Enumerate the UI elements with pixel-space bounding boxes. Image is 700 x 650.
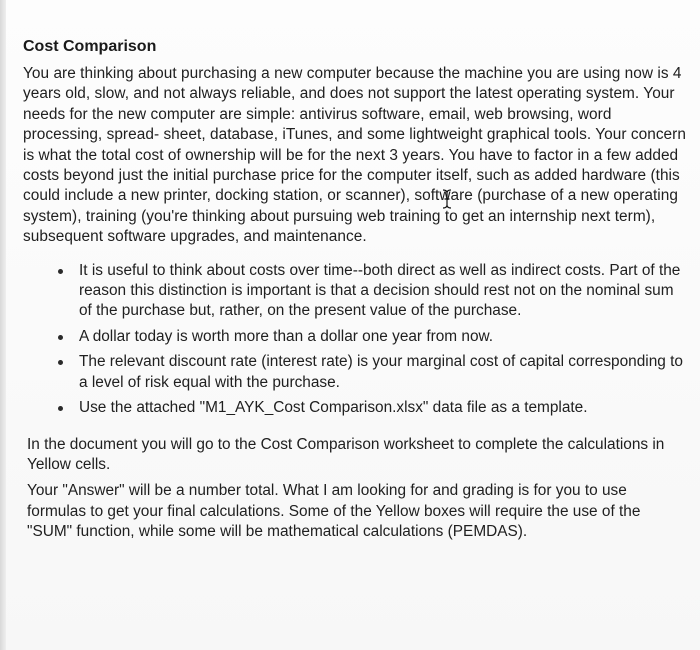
page-edge-shadow xyxy=(0,0,6,650)
bullet-dot-icon xyxy=(58,269,63,274)
bullet-list xyxy=(23,261,688,419)
bullet-text: The relevant discount rate (interest rate) is your marginal cost of capital corresponding to a level of risk equal with the purchase. xyxy=(79,353,683,391)
bullet-text: A dollar today is worth more than a dollar one year from now. xyxy=(79,327,494,345)
bullet-text: Use the attached "M1_AYK_Cost Comparison.xlsx" data file as a template. xyxy=(79,399,588,417)
bullet-dot-icon xyxy=(58,360,63,365)
intro-paragraph: You are thinking about purchasing a new computer because the machine you are using now is 4 years old, slow, and not always reliable, and does not support the latest operating system. Your needs for the new computer are simple: antivirus software, email, web browsing, word processing, spread- sheet, database, iTunes, and some lightweight graphical tools. Your concern is what the total cost of ownership will be for the next 3 years. You have to factor in a few added costs beyond just the initial purchase price for the computer itself, such as added hardware (this could include a new printer, docking station, or scanner), software (purchase of a new operating system), training (you're thinking about pursuing web training to get an internship next term), subsequent software upgrades, and maintenance. xyxy=(23,65,686,246)
bullet-item xyxy=(58,398,688,418)
answer-paragraph: Your "Answer" will be a number total. What I am looking for and grading is for you to use formulas to get your final calculations. Some of the Yellow boxes will require the use of the "SUM" function, while some will be mathematical calculations (PEMDAS). xyxy=(27,482,641,541)
instructions-paragraph: In the document you will go to the Cost Comparison worksheet to complete the calculations in Yellow cells. xyxy=(27,435,665,473)
bullet-text: It is useful to think about costs over time--both direct as well as indirect costs. Part of the reason this distinction is important is that a decision should rest not on the nominal sum of the purchase but, rather, on the present value of the purchase. xyxy=(79,261,681,320)
text-cursor-icon xyxy=(442,189,452,209)
bullet-dot-icon xyxy=(58,335,63,340)
bullet-item xyxy=(58,261,688,322)
document-title: Cost Comparison xyxy=(23,38,157,55)
bullet-item xyxy=(58,327,688,347)
bullet-item xyxy=(58,352,688,393)
document-content xyxy=(23,36,688,543)
bullet-dot-icon xyxy=(58,406,63,411)
